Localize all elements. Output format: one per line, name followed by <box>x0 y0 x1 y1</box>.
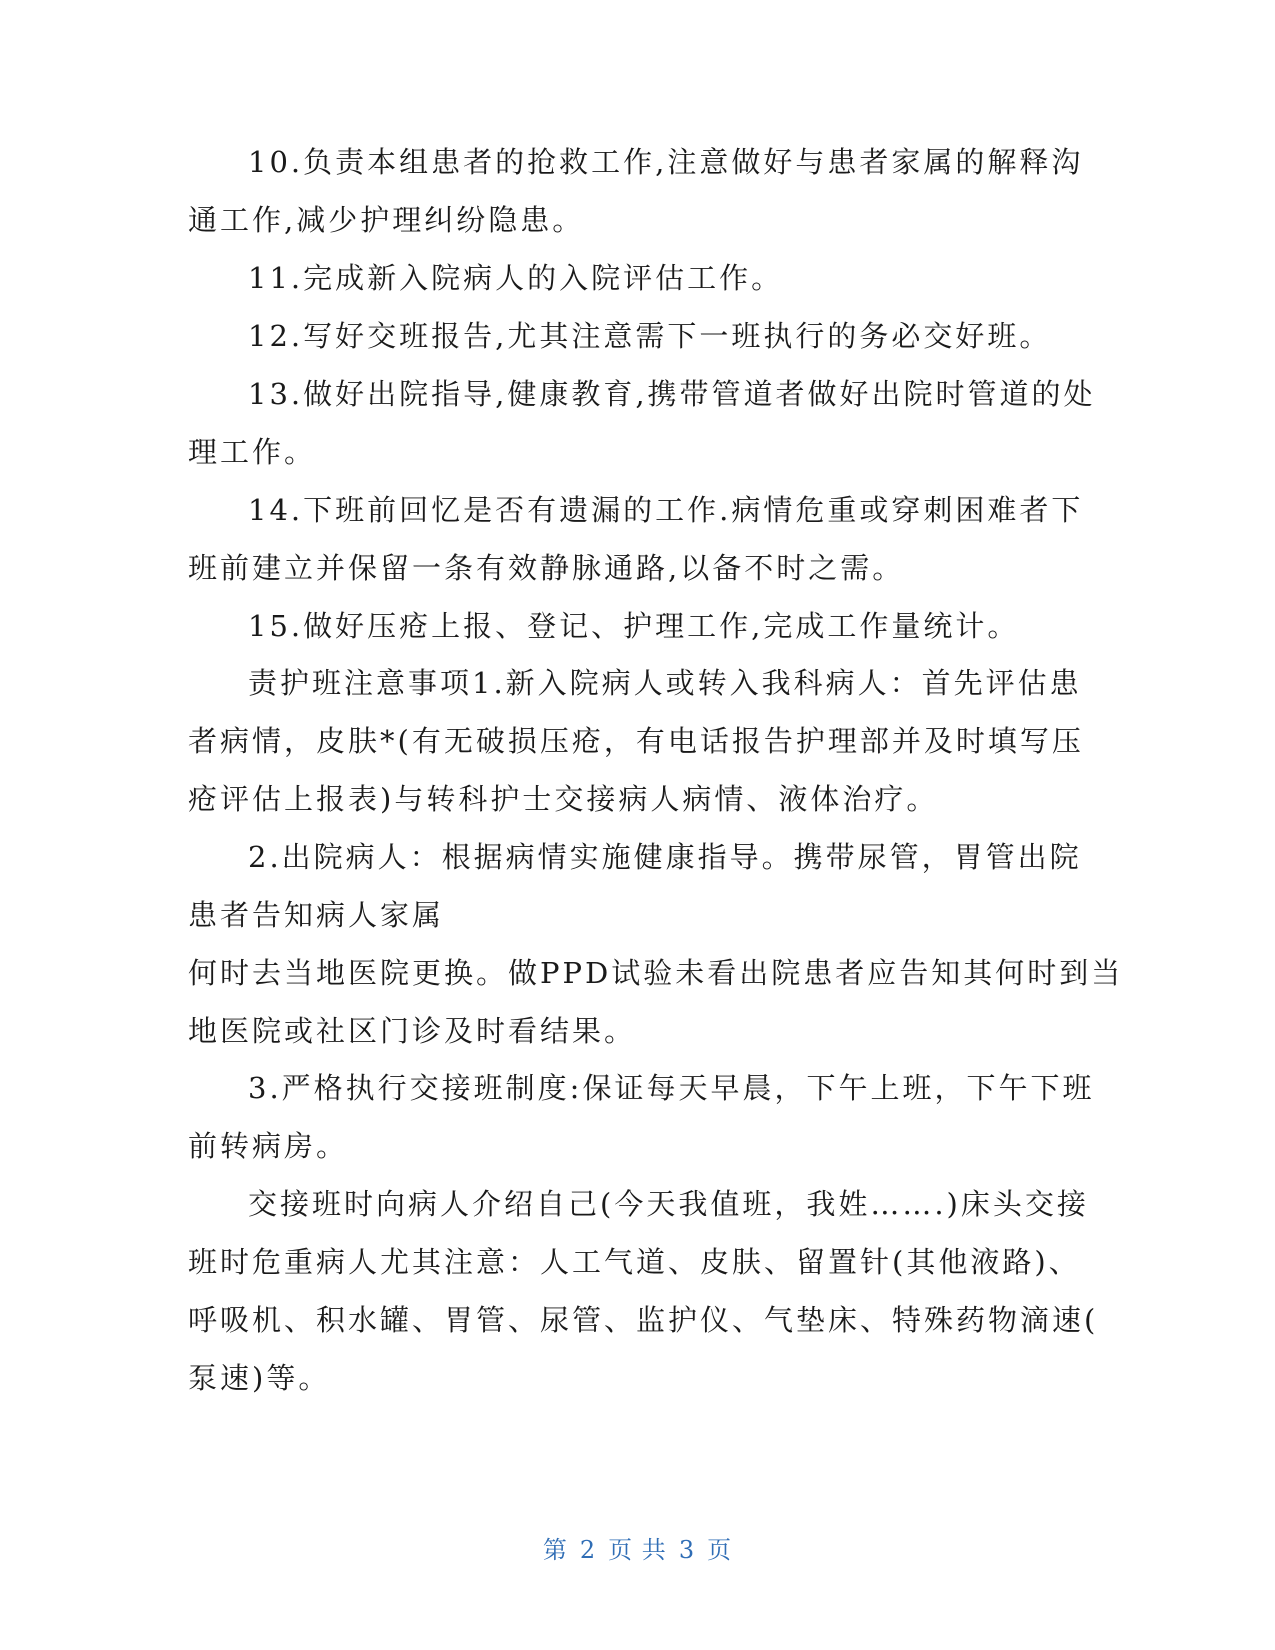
paragraph-line: 责护班注意事项1.新入院病人或转入我科病人：首先评估患 <box>248 666 1082 700</box>
footer-prefix: 第 <box>542 1536 568 1564</box>
paragraph-line: 2.出院病人：根据病情实施健康指导。携带尿管，胃管出院 <box>248 840 1082 874</box>
paragraph-line: 疮评估上报表)与转科护士交接病人病情、液体治疗。 <box>188 782 939 816</box>
paragraph-line: 3.严格执行交接班制度:保证每天早晨，下午上班，下午下班 <box>248 1071 1095 1105</box>
paragraph-line: 11.完成新入院病人的入院评估工作。 <box>248 261 784 295</box>
paragraph-line: 通工作,减少护理纠纷隐患。 <box>188 203 585 237</box>
paragraph-line: 交接班时向病人介绍自己(今天我值班，我姓…….)床头交接 <box>248 1187 1089 1221</box>
paragraph-line: 12.写好交班报告,尤其注意需下一班执行的务必交好班。 <box>248 319 1052 353</box>
paragraph-line: 泵速)等。 <box>188 1361 331 1395</box>
paragraph-line: 班前建立并保留一条有效静脉通路,以备不时之需。 <box>188 551 905 585</box>
paragraph-line: 何时去当地医院更换。做PPD试验未看出院患者应告知其何时到当 <box>188 956 1124 990</box>
page-number-footer <box>0 1530 1275 1565</box>
current-page-number: 2 <box>579 1536 597 1564</box>
footer-suffix: 页 <box>707 1536 733 1564</box>
paragraph-line: 前转病房。 <box>188 1129 349 1163</box>
footer-middle: 页 共 <box>608 1536 667 1564</box>
paragraph-line: 呼吸机、积水罐、胃管、尿管、监护仪、气垫床、特殊药物滴速( <box>188 1303 1099 1337</box>
paragraph-line: 患者告知病人家属 <box>188 898 445 932</box>
paragraph-line: 13.做好出院指导,健康教育,携带管道者做好出院时管道的处 <box>248 377 1096 411</box>
paragraph-line: 15.做好压疮上报、登记、护理工作,完成工作量统计。 <box>248 609 1020 643</box>
paragraph-line: 10.负责本组患者的抢救工作,注意做好与患者家属的解释沟 <box>248 145 1084 179</box>
paragraph-line: 者病情，皮肤*(有无破损压疮，有电话报告护理部并及时填写压 <box>188 724 1084 758</box>
paragraph-line: 14.下班前回忆是否有遗漏的工作.病情危重或穿刺困难者下 <box>248 493 1084 527</box>
paragraph-line: 班时危重病人尤其注意：人工气道、皮肤、留置针(其他液路)、 <box>188 1245 1081 1279</box>
paragraph-line: 地医院或社区门诊及时看结果。 <box>188 1014 637 1048</box>
total-page-number: 3 <box>678 1536 696 1564</box>
paragraph-line: 理工作。 <box>188 435 317 469</box>
